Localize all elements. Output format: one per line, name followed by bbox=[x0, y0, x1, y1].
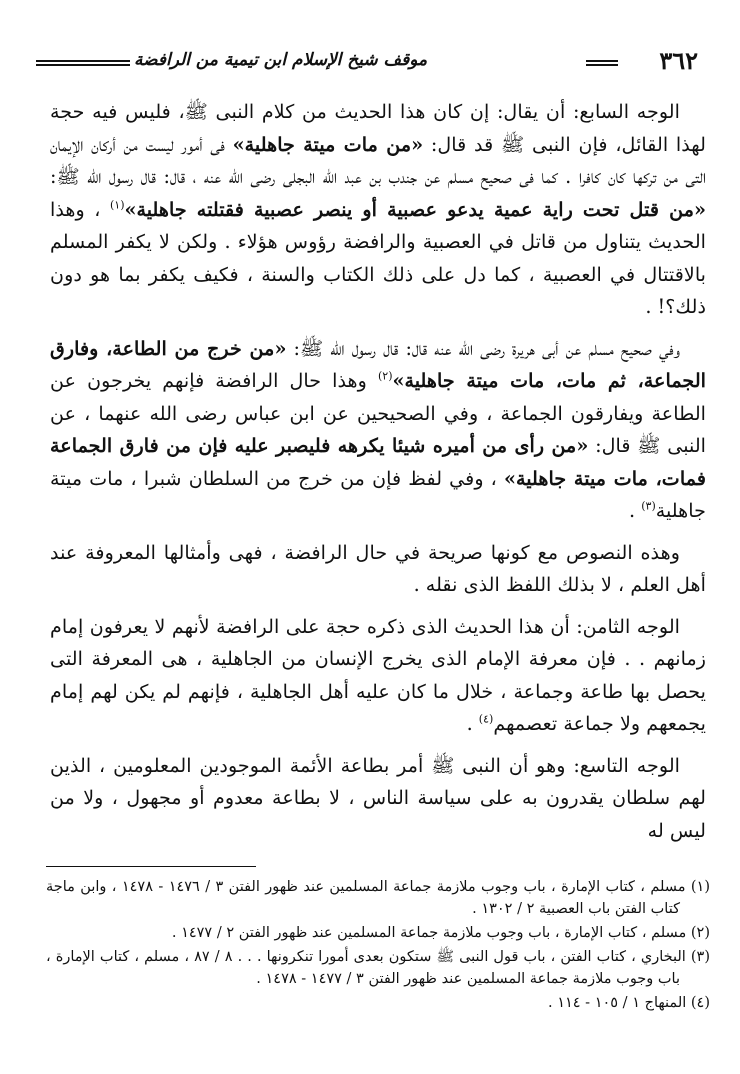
footnote: (١) مسلم ، كتاب الإمارة ، باب وجوب ملازمة جماعة المسلمين عند ظهور الفتن ٣ / ١٤٧٦ - ١٤٧٨ ، وابن ماجة كتاب الفتن باب العصبية ٢ / ١٣٠٢ . bbox=[46, 879, 710, 917]
text-run: . bbox=[629, 499, 642, 522]
paragraph bbox=[50, 537, 706, 602]
text-run: فى أمور ليست من أركان الإيمان التى من تركها كان كافرا . كما فى صحيح مسلم عن جندب بن عبد الله البجلى رضى الله عنه ، قال: قال رسول الله ﷺ: bbox=[50, 132, 706, 188]
paragraph bbox=[50, 611, 706, 741]
header-rule bbox=[36, 60, 130, 66]
hadith-quote: «من خرج من الطاعة، وفارق الجماعة، ثم مات، مات ميتة جاهلية» bbox=[50, 336, 706, 392]
footnote: (٣) البخاري ، كتاب الفتن ، باب قول النبى ﷺ ستكون بعدى أمورا تنكرونها . . . ٨ / ٨٧ ، مسلم ، كتاب الإمارة ، باب وجوب ملازمة جماعة المسلمين عند ظهور الفتن ٣ / ١٤٧٧ - ١٤٧٨ . bbox=[46, 949, 710, 987]
footnote-ref: (٤) bbox=[478, 712, 494, 726]
text-run: الوجه الثامن: أن هذا الحديث الذى ذكره حجة على الرافضة لأنهم لا يعرفون إمام زمانهم . . فإن معرفة الإمام الذى يخرج الإنسان من الجاهلية ، هى المعرفة التى يحصل بها طاعة وجماعة ، خلال ما كان عليه أهل الجاهلية ، فإنهم لم يكن لهم إمام يجمعهم ولا جماعة تعصمهم bbox=[50, 614, 706, 735]
footnote-ref: (١) bbox=[109, 198, 125, 212]
text-run: وهذه النصوص مع كونها صريحة في حال الرافضة ، فهى وأمثالها المعروفة عند أهل العلم ، لا بذلك اللفظ الذى نقله . bbox=[50, 540, 706, 596]
footnote-divider bbox=[46, 866, 256, 867]
text-run: الوجه التاسع: وهو أن النبى ﷺ أمر بطاعة الأئمة الموجودين المعلومين ، الذين لهم سلطان يقدرون به على سياسة الناس ، لا بطاعة معدوم أو مجهول ، ولا من ليس له bbox=[50, 753, 706, 842]
footnote: (٢) مسلم ، كتاب الإمارة ، باب وجوب ملازمة جماعة المسلمين عند ظهور الفتن ٢ / ١٤٧٧ . bbox=[171, 925, 710, 941]
text-run: . bbox=[466, 712, 479, 735]
hadith-quote: «من رأى من أميره شيئا يكرهه فليصبر عليه فإن من فارق الجماعة فمات، مات ميتة جاهلية» bbox=[50, 434, 706, 490]
footnote: (٤) المنهاج ١ / ١٠٥ - ١١٤ . bbox=[547, 995, 710, 1011]
running-header bbox=[36, 44, 706, 80]
header-title: موقف شيخ الإسلام ابن تيمية من الرافضة bbox=[134, 50, 428, 70]
text-run: وفي صحيح مسلم عن أبى هريرة رضى الله عنه قال: قال رسول الله ﷺ: bbox=[286, 336, 680, 360]
page-number: ٣٦٢ bbox=[659, 46, 698, 75]
footnote-ref: (٢) bbox=[377, 369, 393, 383]
text-run: ، وهذا الحديث يتناول من قاتل في العصبية والرافضة رؤوس هؤلاء . ولكن لا يكفر المسلم بالاقتتال في العصبية ، كما دل على ذلك الكتاب والسنة ، فكيف يكفر بما هو دون ذلك؟! . bbox=[50, 197, 706, 318]
body-text bbox=[50, 96, 706, 856]
paragraph bbox=[50, 333, 706, 528]
text-run: الوجه السابع: أن يقال: إن كان هذا الحديث من كلام النبى ﷺ، فليس فيه حجة لهذا القائل، فإن النبى ﷺ قد قال: bbox=[50, 100, 706, 156]
text-run: وهذا حال الرافضة فإنهم يخرجون عن الطاعة ويفارقون الجماعة ، وفي الصحيحين عن ابن عباس رضى الله عنهما ، عن النبى ﷺ قال: bbox=[50, 369, 706, 457]
paragraph bbox=[50, 96, 706, 324]
paragraph bbox=[50, 750, 706, 848]
header-rule bbox=[586, 60, 618, 66]
hadith-quote: «من مات ميتة جاهلية» bbox=[232, 132, 424, 156]
footnotes bbox=[46, 876, 710, 1016]
text-run: ، وفي لفظ فإن من خرج من السلطان شبرا ، مات ميتة جاهلية bbox=[50, 466, 706, 522]
footnote-ref: (٣) bbox=[641, 499, 656, 513]
hadith-quote: «من قتل تحت راية عمية يدعو عصبية أو ينصر عصبية فقتلته جاهلية» bbox=[124, 197, 706, 221]
